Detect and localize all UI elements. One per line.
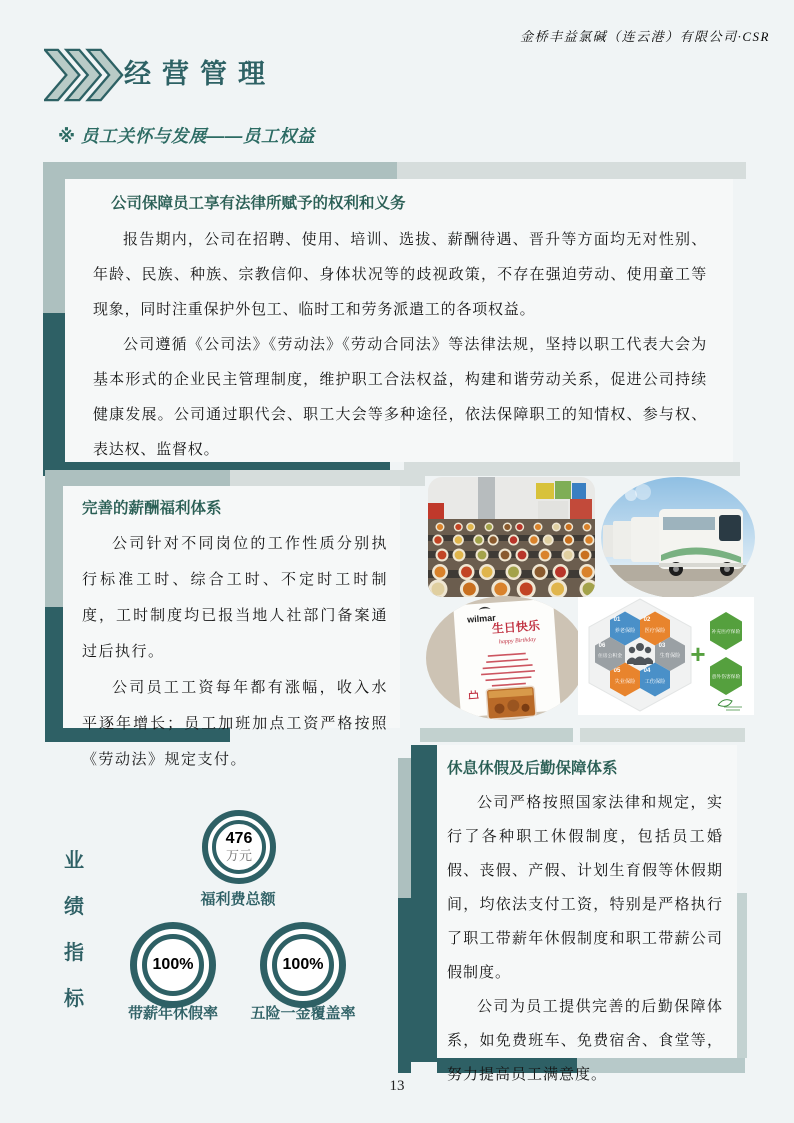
svg-text:生育保险: 生育保险 — [659, 653, 681, 659]
rights-paragraph-2: 公司遵循《公司法》《劳动法》《劳动合同法》等法律法规，坚持以职工代表大会为基本形式的企业民主管理制度，维护职工合法权益，构建和谐劳动关系，促进公司持续健康发展。公司通过职代会、职工大会等多种途径，依法保障职工的知情权、参与权、表达权、监督权。 — [93, 337, 707, 458]
decor-band — [580, 728, 745, 742]
welfare-paragraph-2: 公司员工工资每年都有涨幅，收入水平逐年增长；员工加班加点工资严格按照《劳动法》规定支付。 — [82, 680, 388, 768]
decor-band — [43, 179, 65, 313]
svg-text:06: 06 — [598, 643, 606, 649]
rights-heading: 公司保障员工享有法律所赋予的权利和义务 — [111, 195, 406, 212]
rest-card — [437, 745, 737, 1083]
welfare-total-unit: 万元 — [225, 848, 252, 863]
rights-card — [65, 179, 733, 462]
paid-leave-label: 带薪年休假率 — [127, 1005, 218, 1022]
rest-heading: 休息休假及后勤保障体系 — [447, 760, 618, 777]
plus-icon: + — [690, 639, 706, 669]
decor-band — [737, 893, 747, 1058]
welfare-total-label: 福利费总额 — [200, 891, 276, 908]
canteen-food-photo — [428, 477, 595, 597]
page-header-company: 金桥丰益氯碱（连云港）有限公司·CSR — [520, 29, 770, 44]
birthday-subtitle: happy Birthday — [498, 636, 537, 646]
svg-text:02: 02 — [643, 617, 651, 623]
decor-band — [230, 470, 425, 486]
chapter-title: 经营管理 — [124, 59, 276, 89]
rights-paragraph-1: 报告期内，公司在招聘、使用、培训、选拔、薪酬待遇、晋升等方面均无对性别、年龄、民族、种族、宗教信仰、身体状况等的歧视政策，不存在强迫劳动、使用童工等现象，同时注重保护外包工、临时工和劳务派遣工的各项权益。 — [93, 232, 707, 318]
decor-band — [397, 162, 746, 179]
svg-text:失业保险: 失业保险 — [614, 679, 636, 685]
decor-band — [411, 745, 437, 1062]
svg-text:工伤保险: 工伤保险 — [644, 679, 666, 685]
shuttle-bus-photo — [601, 477, 755, 598]
decor-band — [43, 162, 397, 179]
welfare-total-circle — [202, 810, 276, 884]
svg-text:03: 03 — [658, 643, 666, 649]
welfare-card — [63, 486, 400, 768]
welfare-total-value: 476 — [225, 830, 253, 847]
birthday-card-photo — [426, 596, 586, 720]
decor-band — [45, 470, 230, 486]
page-number: 13 — [389, 1078, 405, 1094]
birthday-title: 生日快乐 — [491, 618, 541, 636]
decor-band — [398, 898, 411, 1073]
birthday-brand: wilmar — [466, 612, 497, 625]
rest-paragraph-2: 公司为员工提供完善的后勤保障体系，如免费班车、免费宿舍、食堂等，努力提高员工满意度。 — [447, 999, 723, 1083]
svg-text:05: 05 — [613, 668, 621, 674]
svg-text:补充医疗保险: 补充医疗保险 — [711, 630, 741, 635]
svg-text:意外伤害保险: 意外伤害保险 — [711, 675, 741, 680]
paid-leave-value: 100% — [152, 956, 194, 973]
decor-band — [398, 758, 411, 898]
insurance-coverage-value: 100% — [282, 956, 324, 973]
svg-text:养老保险: 养老保险 — [614, 628, 636, 634]
svg-text:住房公积金: 住房公积金 — [598, 654, 622, 659]
section-title: ※ 员工关怀与发展——员工权益 — [58, 126, 315, 146]
insurance-coverage-label: 五险一金覆盖率 — [250, 1005, 356, 1022]
green-logo — [718, 700, 742, 710]
svg-text:01: 01 — [613, 617, 621, 623]
decor-band — [420, 728, 573, 742]
decor-band — [45, 607, 63, 728]
triple-chevron-right-icon — [44, 46, 124, 109]
rest-paragraph-1: 公司严格按照国家法律和规定，实行了各种职工休假制度，包括员工婚假、丧假、产假、计划生育假等休假期间，均依法支付工资，特别是严格执行了职工带薪年休假制度和职工带薪公司假制度。 — [447, 795, 723, 981]
welfare-paragraph-1: 公司针对不同岗位的工作性质分别执行标准工时、综合工时、不定时工时制度，工时制度均已报当地人社部门备案通过后执行。 — [82, 536, 388, 660]
svg-text:医疗保险: 医疗保险 — [644, 628, 666, 634]
indicators-vertical-title: 业 绩 指 标 — [64, 850, 84, 1010]
insurance-diagram — [578, 597, 754, 715]
decor-band — [43, 313, 65, 462]
welfare-heading: 完善的薪酬福利体系 — [82, 500, 222, 517]
svg-text:04: 04 — [643, 668, 651, 674]
paid-leave-circle — [130, 922, 216, 1008]
decor-band — [45, 486, 63, 607]
insurance-coverage-circle — [260, 922, 346, 1008]
